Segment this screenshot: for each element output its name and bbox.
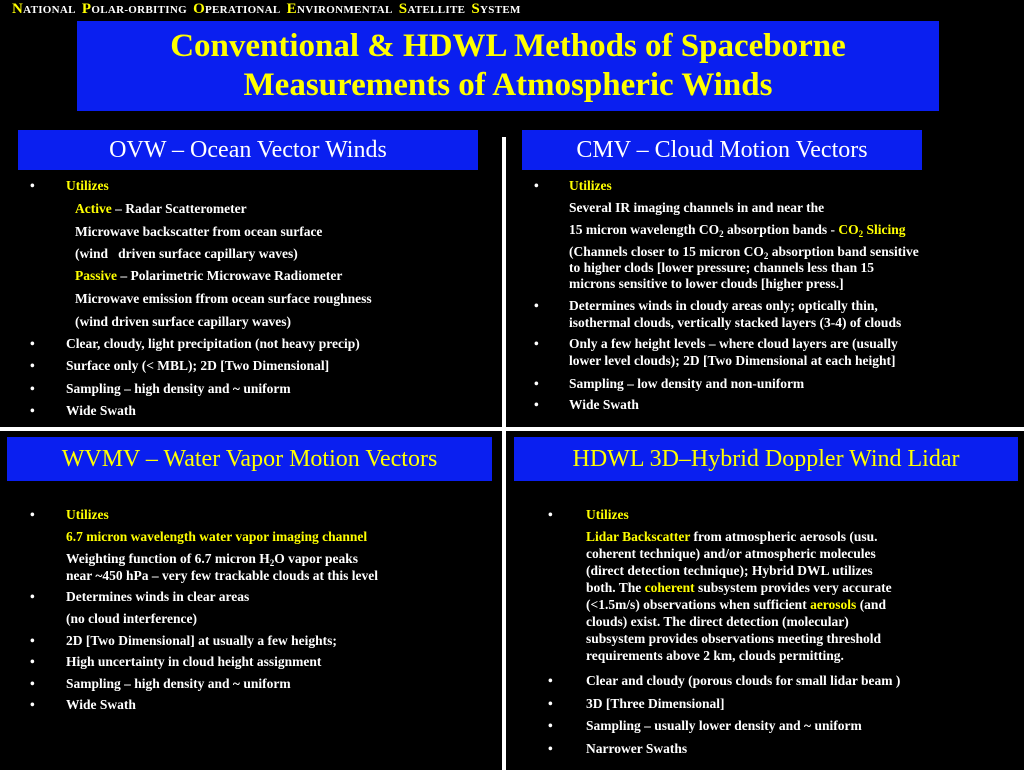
- bullet: •: [30, 589, 35, 604]
- cmv-bullet: Determines winds in cloudy areas only; optically thin,: [569, 298, 878, 313]
- bullet: •: [534, 178, 539, 193]
- ovw-heading: OVW – Ocean Vector Winds: [18, 130, 478, 170]
- hdwl-utilizes: Utilizes: [586, 507, 629, 522]
- bullet: •: [30, 697, 35, 712]
- wvmv-text: (no cloud interference): [66, 611, 197, 626]
- header-part: SYSTEM: [471, 1, 521, 17]
- title-line-2: Measurements of Atmospheric Winds: [243, 67, 773, 103]
- wvmv-utilizes: Utilizes: [66, 507, 109, 522]
- title-line-1: Conventional & HDWL Methods of Spaceborne: [170, 28, 846, 64]
- bullet: •: [548, 741, 553, 756]
- ovw-text: (wind driven surface capillary waves): [75, 246, 298, 261]
- bullet: •: [30, 178, 35, 193]
- cmv-text: (Channels closer to 15 micron $CO_2$ absorption band sensitive: [569, 244, 919, 261]
- slide-title: [77, 21, 939, 111]
- ovw-text: Microwave backscatter from ocean surface: [75, 224, 323, 239]
- wvmv-bullet: High uncertainty in cloud height assignment: [66, 654, 322, 669]
- ovw-bullet: Clear, cloudy, light precipitation (not heavy precip): [66, 336, 360, 351]
- bullet: •: [30, 403, 35, 418]
- wvmv-content: [30, 507, 500, 722]
- ovw-text: (wind driven surface capillary waves): [75, 314, 291, 329]
- ovw-bullet: Sampling – high density and ~ uniform: [66, 381, 291, 396]
- ovw-bullet: Wide Swath: [66, 403, 136, 418]
- hdwl-text: clouds) exist. The direct detection (molecular): [586, 614, 849, 629]
- bullet: •: [30, 676, 35, 691]
- cmv-bullet: Only a few height levels – where cloud layers are (usually: [569, 336, 898, 351]
- bullet: •: [548, 507, 553, 522]
- hdwl-text: coherent technique) and/or atmospheric molecules: [586, 546, 876, 561]
- bullet: •: [534, 336, 539, 351]
- hdwl-text: Lidar Backscatter from atmospheric aerosols (usu.: [586, 529, 878, 544]
- ovw-bullet: Surface only (< MBL); 2D [Two Dimensional]: [66, 358, 330, 373]
- bullet: •: [30, 633, 35, 648]
- cmv-text: lower level clouds); 2D [Two Dimensional at each height]: [569, 353, 896, 368]
- ovw-utilizes: Utilizes: [66, 178, 109, 193]
- cmv-content: [534, 178, 1019, 423]
- wvmv-heading: WVMV – Water Vapor Motion Vectors: [7, 437, 492, 481]
- wvmv-bullet: 2D [Two Dimensional] at usually a few heights;: [66, 633, 337, 648]
- hdwl-text: (<1.5m/s) observations when sufficient aerosols (and: [586, 597, 886, 612]
- hdwl-text: subsystem provides observations meeting threshold: [586, 631, 882, 646]
- org-header: [12, 2, 521, 17]
- bullet: •: [548, 673, 553, 688]
- hdwl-bullet: Clear and cloudy (porous clouds for small lidar beam ): [586, 673, 901, 688]
- ovw-active: Active – Radar Scatterometer: [75, 201, 247, 216]
- cmv-bullet: Sampling – low density and non-uniform: [569, 376, 805, 391]
- cmv-text: microns sensitive to lower clouds [higher press.]: [569, 276, 844, 291]
- cmv-text: to higher clods [lower pressure; channels less than 15: [569, 260, 875, 275]
- wvmv-bullet: Sampling – high density and ~ uniform: [66, 676, 291, 691]
- bullet: •: [30, 381, 35, 396]
- wvmv-text: Weighting function of 6.7 micron $H_2O$ vapor peaks: [66, 551, 359, 568]
- vertical-divider: [502, 137, 506, 770]
- cmv-text: isothermal clouds, vertically stacked layers (3-4) of clouds: [569, 315, 902, 330]
- bullet: •: [30, 358, 35, 373]
- hdwl-text: both. The coherent subsystem provides very accurate: [586, 580, 892, 595]
- header-part: SATELLITE: [398, 1, 466, 17]
- header-part: OPERATIONAL: [193, 1, 281, 17]
- cmv-text: Several IR imaging channels in and near the: [569, 200, 825, 215]
- wvmv-text: near ~450 hPa – very few trackable clouds at this level: [66, 568, 378, 583]
- hdwl-content: [548, 507, 1018, 762]
- bullet: •: [534, 298, 539, 313]
- cmv-bullet: Wide Swath: [569, 397, 639, 412]
- hdwl-bullet: Narrower Swaths: [586, 741, 688, 756]
- bullet: •: [30, 507, 35, 522]
- ovw-content: [30, 178, 500, 423]
- header-part: POLAR-ORBITING: [81, 1, 187, 17]
- wvmv-bullet: Determines winds in clear areas: [66, 589, 250, 604]
- hdwl-bullet: 3D [Three Dimensional]: [586, 696, 725, 711]
- hdwl-heading: HDWL 3D–Hybrid Doppler Wind Lidar: [514, 437, 1018, 481]
- bullet: •: [548, 696, 553, 711]
- bullet: •: [30, 336, 35, 351]
- bullet: •: [548, 718, 553, 733]
- bullet: •: [534, 376, 539, 391]
- bullet: •: [30, 654, 35, 669]
- wvmv-channel: 6.7 micron wavelength water vapor imaging channel: [66, 529, 368, 544]
- horizontal-divider: [0, 427, 1024, 431]
- cmv-text: 15 micron wavelength $CO_2$ absorption bands - $CO_2$ Slicing: [569, 222, 906, 239]
- cmv-utilizes: Utilizes: [569, 178, 612, 193]
- header-part: NATIONAL: [12, 1, 76, 17]
- ovw-text: Microwave emission ffrom ocean surface roughness: [75, 291, 372, 306]
- header-part: ENVIRONMENTAL: [286, 1, 393, 17]
- wvmv-bullet: Wide Swath: [66, 697, 136, 712]
- hdwl-text: (direct detection technique); Hybrid DWL utilizes: [586, 563, 873, 578]
- hdwl-bullet: Sampling – usually lower density and ~ uniform: [586, 718, 862, 733]
- bullet: •: [534, 397, 539, 412]
- hdwl-text: requirements above 2 km, clouds permitting.: [586, 648, 844, 663]
- ovw-passive: Passive – Polarimetric Microwave Radiometer: [75, 268, 343, 283]
- cmv-heading: CMV – Cloud Motion Vectors: [522, 130, 922, 170]
